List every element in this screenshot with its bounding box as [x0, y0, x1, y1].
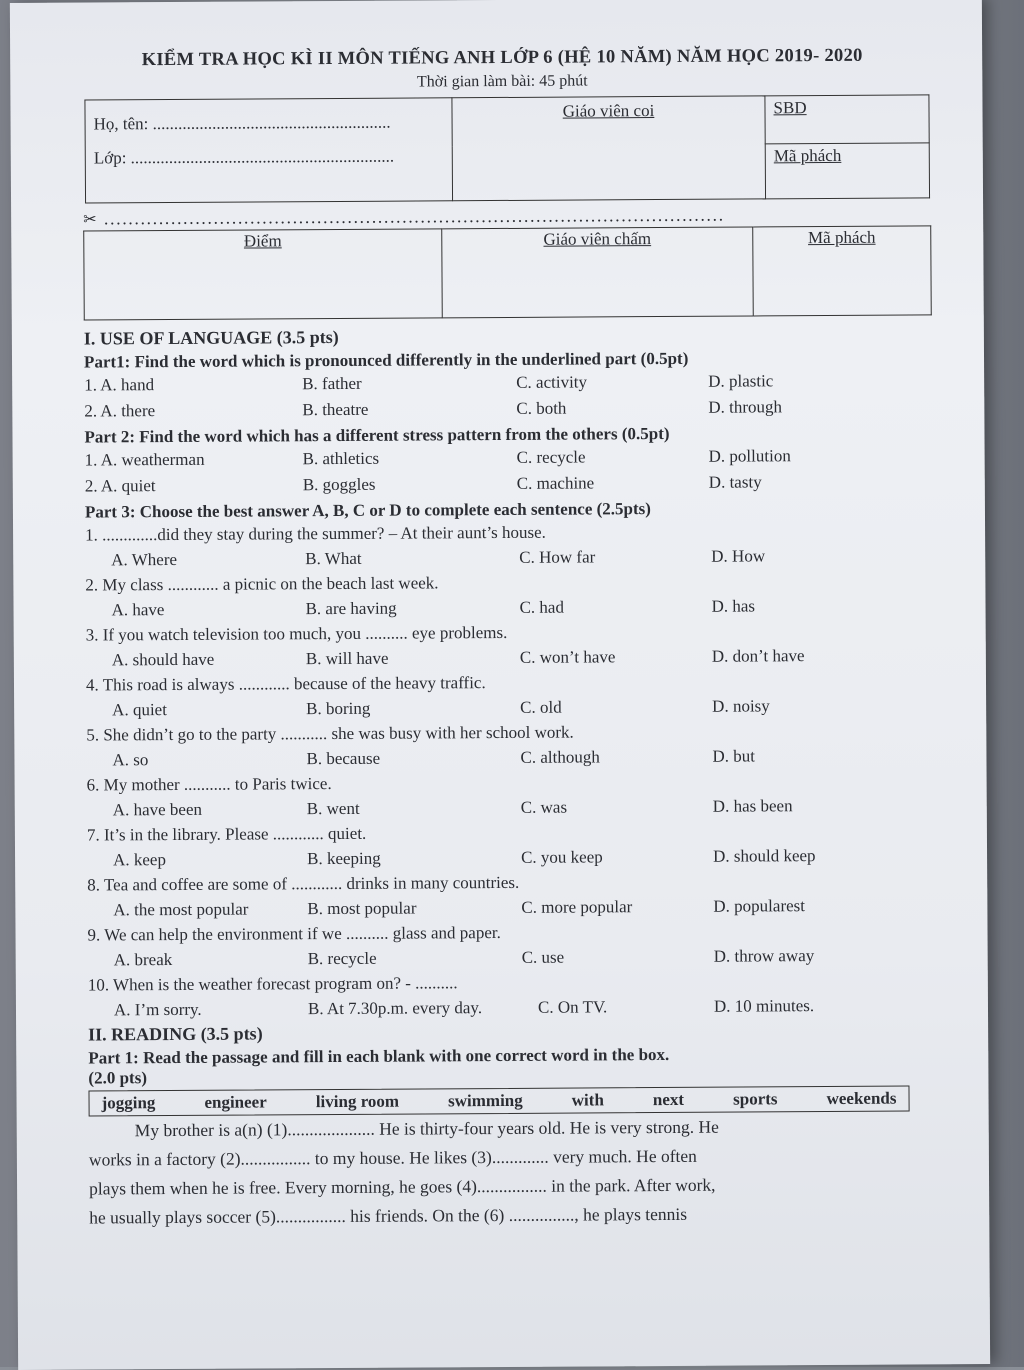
- option-d[interactable]: D. but: [712, 746, 756, 766]
- student-fields-cell: [85, 98, 453, 203]
- question-options: [86, 742, 926, 772]
- option-c[interactable]: C. How far: [519, 547, 596, 567]
- option-d[interactable]: D. should keep: [713, 846, 816, 866]
- option-b[interactable]: B. are having: [305, 598, 397, 619]
- question-text: 8. Tea and coffee are some of ............ drinks in many countries.: [87, 872, 520, 895]
- exam-title: KIỂM TRA HỌC KÌ II MÔN TIẾNG ANH LỚP 6 (HỆ 10 NĂM) NĂM HỌC 2019- 2020: [141, 45, 863, 71]
- option-a[interactable]: A. have been: [112, 799, 203, 820]
- option-c[interactable]: C. activity: [516, 372, 588, 392]
- question-options: [87, 792, 927, 822]
- class-field[interactable]: ..............................................................: [130, 146, 395, 168]
- score-table: [83, 225, 932, 320]
- option-c[interactable]: C. was: [520, 797, 568, 817]
- word-box-item: living room: [315, 1091, 400, 1112]
- score-code-label: Mã phách: [807, 227, 876, 248]
- code-label: Mã phách: [773, 146, 842, 166]
- option-d[interactable]: D. through: [708, 397, 783, 417]
- option-a[interactable]: 2. A. quiet: [84, 476, 156, 496]
- question-text: 1. .............did they stay during the summer? – At their aunt’s house.: [85, 522, 546, 545]
- option-a[interactable]: A. I’m sorry.: [113, 999, 202, 1020]
- option-b[interactable]: B. because: [306, 748, 381, 769]
- question-options: [85, 542, 925, 572]
- option-c[interactable]: C. although: [520, 747, 600, 767]
- option-a[interactable]: A. have: [111, 600, 165, 620]
- option-c[interactable]: C. old: [520, 697, 562, 717]
- option-b[interactable]: B. goggles: [302, 474, 376, 495]
- option-b[interactable]: B. What: [305, 548, 362, 569]
- option-d[interactable]: D. has: [711, 596, 756, 616]
- word-box-item: swimming: [448, 1090, 523, 1111]
- class-label: Lớp:: [93, 148, 127, 168]
- question-text: 5. She didn’t go to the party ........... she was busy with her school work.: [86, 722, 574, 745]
- question-text: 2. My class ............ a picnic on the beach last week.: [85, 573, 439, 595]
- question-options: [86, 692, 926, 722]
- exam-content: [82, 45, 929, 1232]
- option-a[interactable]: A. the most popular: [113, 899, 249, 920]
- option-b[interactable]: B. recycle: [307, 948, 377, 969]
- option-a[interactable]: 1. A. hand: [84, 375, 155, 395]
- section1-heading: I. USE OF LANGUAGE (3.5 pts): [83, 326, 339, 349]
- question-text: 9. We can help the environment if we .......... glass and paper.: [87, 922, 501, 945]
- option-c[interactable]: C. had: [519, 597, 564, 617]
- part1-instruction: Part1: Find the word which is pronounced differently in the underlined part (0.5pt): [83, 348, 689, 372]
- option-a[interactable]: A. Where: [111, 549, 178, 570]
- option-b[interactable]: B. father: [302, 373, 362, 394]
- part3-question-7: [87, 817, 927, 872]
- part3-question-5: [86, 717, 926, 772]
- option-d[interactable]: D. don’t have: [711, 646, 805, 666]
- option-a[interactable]: A. quiet: [112, 700, 167, 720]
- word-box-item: jogging: [101, 1093, 156, 1113]
- option-d[interactable]: D. pollution: [708, 446, 791, 466]
- code-cell: [765, 143, 929, 199]
- option-b[interactable]: B. boring: [306, 698, 371, 719]
- word-box-item: sports: [733, 1089, 778, 1109]
- part3-question-8: [87, 867, 927, 922]
- passage-line: plays them when he is free. Every morning, he goes (4)................ in the park. After work,: [89, 1174, 716, 1199]
- part3-question-6: [87, 767, 927, 822]
- sbd-label: SBD: [773, 98, 807, 118]
- name-field[interactable]: ........................................................: [152, 112, 391, 134]
- part3-question-1: [85, 517, 925, 572]
- passage-line: My brother is a(n) (1).................... He is thirty-four years old. He is very strong. He: [134, 1116, 719, 1141]
- invigilator-cell: [452, 96, 766, 201]
- score-label: Điểm: [243, 231, 282, 251]
- part2-question-2: [85, 468, 925, 499]
- passage-line: he usually plays soccer (5)................ his friends. On the (6) ..............., he plays tennis: [89, 1203, 688, 1228]
- question-options: [88, 992, 928, 1022]
- grader-cell: [442, 227, 754, 318]
- option-b[interactable]: B. most popular: [307, 898, 417, 919]
- option-c[interactable]: C. both: [516, 398, 567, 418]
- option-c[interactable]: C. more popular: [521, 897, 633, 917]
- question-text: 10. When is the weather forecast program on? - ..........: [87, 973, 458, 995]
- word-box-item: next: [652, 1089, 685, 1110]
- option-b[interactable]: B. theatre: [302, 399, 369, 420]
- exam-duration: Thời gian làm bài: 45 phút: [416, 72, 588, 91]
- exam-sheet: [10, 0, 990, 1370]
- reading-part1-points: (2.0 pts): [88, 1068, 148, 1088]
- option-d[interactable]: D. throw away: [713, 946, 815, 966]
- option-a[interactable]: A. should have: [111, 649, 215, 670]
- reading-part1-instruction: Part 1: Read the passage and fill in each blank with one correct word in the box.: [88, 1044, 670, 1068]
- part3-question-9: [87, 917, 927, 972]
- part3-question-3: [86, 617, 926, 672]
- option-b[interactable]: B. keeping: [307, 848, 381, 869]
- question-options: [87, 842, 927, 872]
- option-c[interactable]: C. won’t have: [519, 647, 616, 667]
- option-d[interactable]: D. 10 minutes.: [713, 996, 815, 1016]
- option-a[interactable]: 2. A. there: [84, 401, 156, 421]
- part2-instruction: Part 2: Find the word which has a different stress pattern from the others (0.5pt): [84, 423, 670, 447]
- option-a[interactable]: A. so: [112, 750, 149, 770]
- part3-question-10: [88, 967, 928, 1022]
- word-box-item: engineer: [204, 1092, 267, 1112]
- option-c[interactable]: C. machine: [516, 473, 595, 493]
- option-d[interactable]: D. noisy: [712, 696, 770, 716]
- question-text: 4. This road is always ............ because of the heavy traffic.: [85, 673, 486, 695]
- option-b[interactable]: B. At 7.30p.m. every day.: [307, 998, 483, 1019]
- name-label: Họ, tên:: [93, 114, 149, 134]
- option-c[interactable]: C. recycle: [516, 447, 586, 467]
- passage-line: works in a factory (2)................ to my house. He likes (3)............. very much. He often: [88, 1145, 697, 1170]
- option-c[interactable]: C. you keep: [521, 847, 603, 867]
- option-a[interactable]: 1. A. weatherman: [84, 449, 205, 470]
- part3-instruction: Part 3: Choose the best answer A, B, C or D to complete each sentence (2.5pts): [84, 499, 651, 522]
- cut-line: ✂ ......................................................................................................: [83, 205, 725, 229]
- option-d[interactable]: D. plastic: [708, 371, 774, 391]
- student-info-table: [84, 94, 930, 203]
- option-b[interactable]: B. athletics: [302, 448, 380, 469]
- part3-question-4: [86, 667, 926, 722]
- option-c[interactable]: C. use: [521, 947, 565, 967]
- score-cell: [84, 229, 443, 320]
- sbd-cell: [765, 95, 929, 144]
- invigilator-label: Giáo viên coi: [562, 101, 655, 121]
- question-options: [87, 892, 927, 922]
- score-code-cell: [753, 226, 932, 316]
- question-text: 3. If you watch television too much, you .......... eye problems.: [85, 622, 508, 645]
- option-b[interactable]: B. will have: [305, 648, 389, 669]
- part1-question-2: [84, 393, 924, 424]
- option-d[interactable]: D. How: [711, 546, 766, 566]
- option-d[interactable]: D. tasty: [708, 472, 762, 492]
- question-options: [86, 642, 926, 672]
- name-field-row: [94, 112, 444, 134]
- part3-question-2: [85, 567, 925, 622]
- option-a[interactable]: A. keep: [113, 850, 167, 870]
- class-field-row: [94, 146, 444, 168]
- question-options: [88, 942, 928, 972]
- section2-heading: II. READING (3.5 pts): [88, 1023, 263, 1045]
- word-box-item: with: [571, 1090, 604, 1110]
- reading-passage: [89, 1112, 910, 1233]
- question-text: 6. My mother ........... to Paris twice.: [86, 774, 332, 795]
- option-d[interactable]: D. has been: [712, 796, 793, 816]
- grader-label: Giáo viên chấm: [543, 229, 652, 249]
- option-b[interactable]: B. went: [306, 798, 360, 819]
- option-c[interactable]: C. On TV.: [537, 997, 608, 1017]
- option-a[interactable]: A. break: [113, 950, 173, 970]
- word-box-item: weekends: [826, 1088, 897, 1109]
- question-text: 7. It’s in the library. Please ............ quiet.: [86, 823, 367, 845]
- option-d[interactable]: D. popularest: [713, 896, 806, 916]
- question-options: [85, 592, 925, 622]
